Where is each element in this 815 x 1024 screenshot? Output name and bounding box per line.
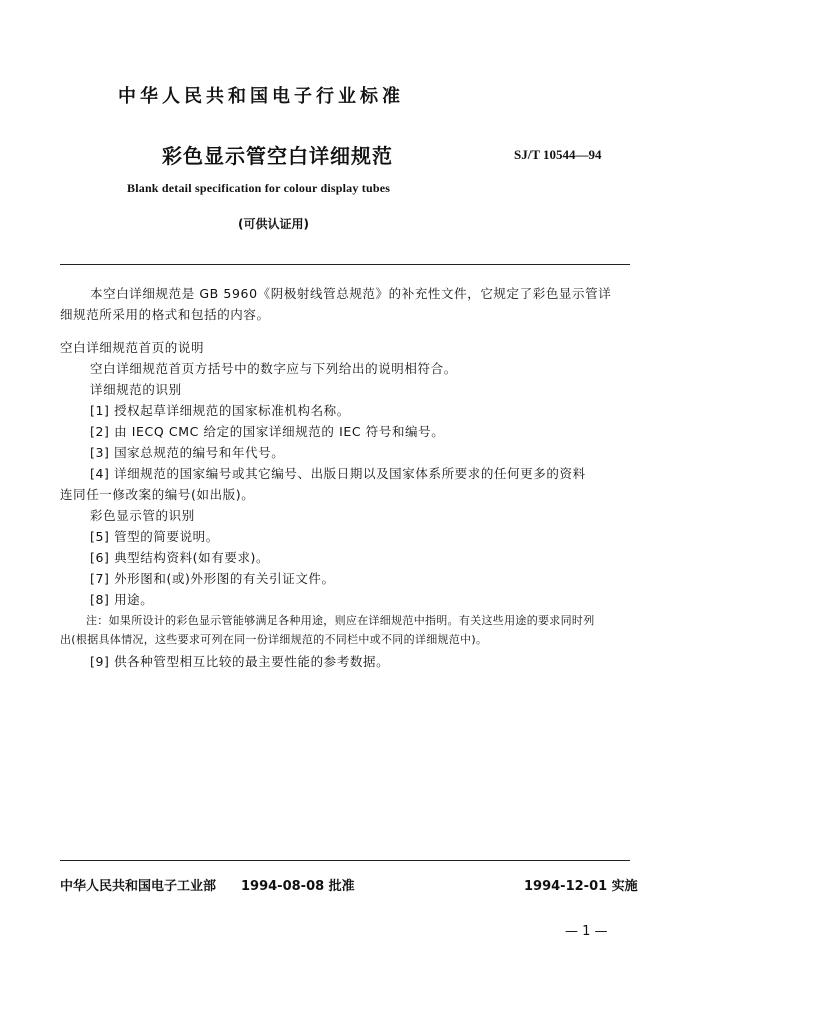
document-title: 彩色显示管空白详细规范 xyxy=(162,144,393,168)
list-item: [8] 用途。 xyxy=(90,592,154,607)
note-line-1: 注：如果所设计的彩色显示管能够满足各种用途，则应在详细规范中指明。有关这些用途的要求同时列 xyxy=(86,614,595,627)
approval-date: 1994-08-08 批准 xyxy=(241,879,355,894)
sub-heading-spec-identification: 详细规范的识别 xyxy=(90,382,182,397)
implementation-date: 1994-12-01 实施 xyxy=(524,879,638,894)
footer-divider xyxy=(60,860,630,861)
intro-paragraph-line-1: 本空白详细规范是 GB 5960《阴极射线管总规范》的补充性文件，它规定了彩色显示管详 xyxy=(90,286,612,301)
intro-paragraph-line-2: 细规范所采用的格式和包括的内容。 xyxy=(60,307,270,322)
list-item-continuation: 连同任一修改案的编号(如出版)。 xyxy=(60,487,255,502)
sub-heading-tube-identification: 彩色显示管的识别 xyxy=(90,508,195,523)
section-description: 空白详细规范首页方括号中的数字应与下列给出的说明相符合。 xyxy=(90,361,457,376)
list-item: [6] 典型结构资料(如有要求)。 xyxy=(90,550,270,565)
industry-standard-heading: 中华人民共和国电子行业标准 xyxy=(118,86,404,107)
english-title: Blank detail specification for colour display tubes xyxy=(127,181,391,195)
page-number: — 1 — xyxy=(565,924,608,939)
list-item: [4] 详细规范的国家编号或其它编号、出版日期以及国家体系所要求的任何更多的资料 xyxy=(90,466,586,481)
issuing-authority: 中华人民共和国电子工业部 xyxy=(60,879,217,894)
list-item: [7] 外形图和(或)外形图的有关引证文件。 xyxy=(90,571,335,586)
list-item: [1] 授权起草详细规范的国家标准机构名称。 xyxy=(90,403,350,418)
list-item: [3] 国家总规范的编号和年代号。 xyxy=(90,445,285,460)
header-divider xyxy=(60,264,630,265)
list-item: [2] 由 IECQ CMC 给定的国家详细规范的 IEC 符号和编号。 xyxy=(90,424,445,439)
note-line-2: 出(根据具体情况，这些要求可列在同一份详细规范的不同栏中或不同的详细规范中)。 xyxy=(60,633,488,646)
list-item: [9] 供各种管型相互比较的最主要性能的参考数据。 xyxy=(90,654,390,669)
list-item: [5] 管型的简要说明。 xyxy=(90,529,219,544)
standard-code: SJ/T 10544—94 xyxy=(514,147,602,162)
section-heading: 空白详细规范首页的说明 xyxy=(60,340,205,355)
certification-note: (可供认证用) xyxy=(238,217,309,231)
